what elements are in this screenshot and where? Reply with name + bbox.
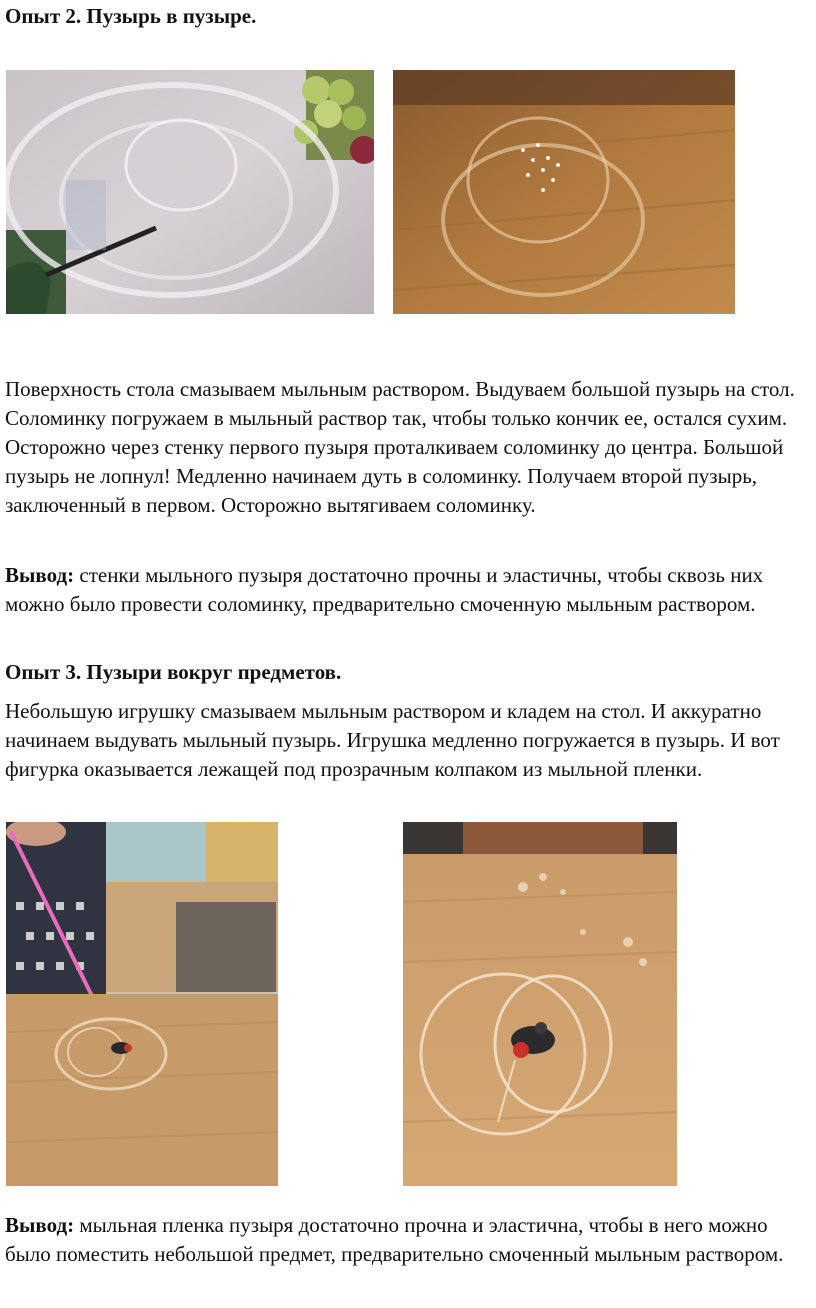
exp3-conclusion [5, 1211, 813, 1269]
exp3-paragraph: Небольшую игрушку смазываем мыльным раствором и кладем на стол. И аккуратно начинаем выдувать мыльный пузырь. Игрушка медленно погружается в пузырь. И вот фигурка оказывается лежащей под прозрачным колпаком из мыльной пленки. [5, 699, 780, 781]
exp2-paragraph: Поверхность стола смазываем мыльным раствором. Выдуваем большой пузырь на стол. Соломинку погружаем в мыльный раствор так, чтобы только кончик ее, остался сухим. Осторожно через стенку первого пузыря проталкиваем соломинку до центра. Большой пузырь не лопнул! Медленно начинаем дуть в соломинку. Получаем второй пузырь, заключенный в первом. Осторожно вытягиваем соломинку. [5, 377, 795, 517]
photo-bubble-in-bubble-2 [393, 70, 735, 314]
exp2-conclusion [5, 561, 813, 619]
exp3-conclusion-text: мыльная пленка пузыря достаточно прочна и эластична, чтобы в него можно было поместить небольшой предмет, предварительно смоченный мыльным раствором. [5, 1213, 784, 1266]
photo-toy-bubble-collage [6, 822, 278, 1186]
photo-bubble-in-bubble-1 [6, 70, 374, 314]
exp2-conclusion-label: Вывод: [5, 563, 75, 587]
photo-toy-bubble-table [403, 822, 677, 1186]
exp3-conclusion-label: Вывод: [5, 1213, 75, 1237]
exp2-heading: Опыт 2. Пузырь в пузыре. [5, 4, 257, 28]
exp2-conclusion-text: стенки мыльного пузыря достаточно прочны и эластичны, чтобы сквозь них можно было провести соломинку, предварительно смоченную мыльным раствором. [5, 563, 764, 616]
exp3-heading: Опыт 3. Пузыри вокруг предметов. [5, 660, 342, 684]
